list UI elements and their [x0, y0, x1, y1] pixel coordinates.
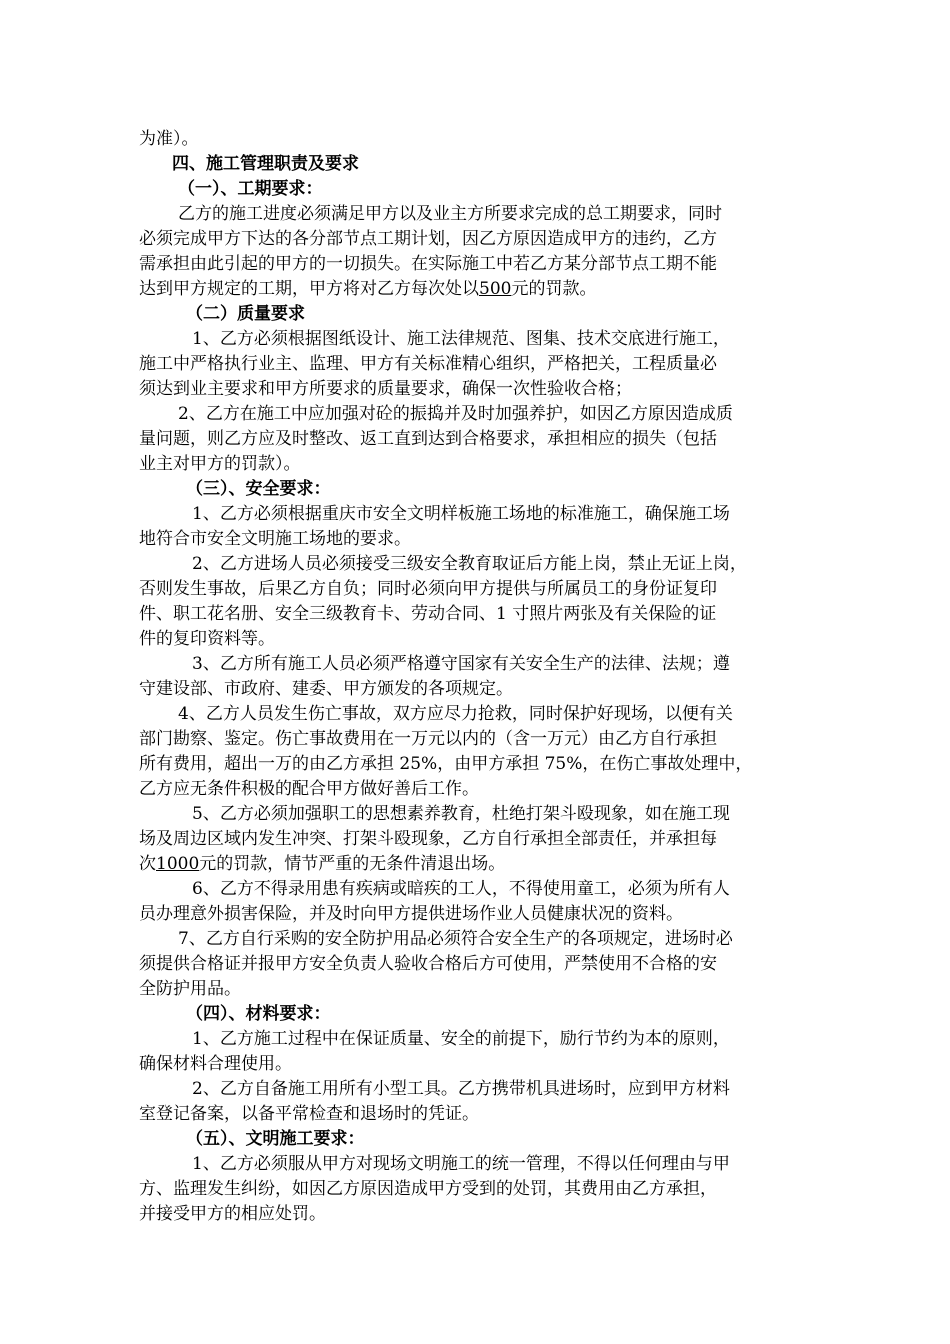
- text-line: 1、乙方必须根据重庆市安全文明样板施工场地的标准施工，确保施工场: [192, 504, 730, 524]
- text-line: 方、监理发生纠纷，如因乙方原因造成甲方受到的处罚，其费用由乙方承担，: [139, 1179, 717, 1199]
- text-line: [139, 852, 505, 876]
- text-line: 4、乙方人员发生伤亡事故，双方应尽力抢救，同时保护好现场，以便有关: [178, 704, 733, 724]
- text-line: 室登记备案，以备平常检查和退场时的凭证。: [139, 1104, 479, 1124]
- text-line: 乙方的施工进度必须满足甲方以及业主方所要求完成的总工期要求，同时: [178, 204, 722, 224]
- text-line: 1、乙方施工过程中在保证质量、安全的前提下，励行节约为本的原则，: [192, 1029, 730, 1049]
- text-line: 部门勘察、鉴定。伤亡事故费用在一万元以内的（含一万元）由乙方自行承担: [139, 729, 717, 749]
- text-line: 须提供合格证并报甲方安全负责人验收合格后方可使用，严禁使用不合格的安: [139, 954, 717, 974]
- text-line: 并接受甲方的相应处罚。: [139, 1204, 326, 1224]
- text-segment: 达到甲方规定的工期，甲方将对乙方每次处以: [139, 279, 479, 299]
- text-line: 为准）。: [139, 129, 199, 149]
- text-line: 1、乙方必须服从甲方对现场文明施工的统一管理，不得以任何理由与甲: [192, 1154, 730, 1174]
- text-line: 必须完成甲方下达的各分部节点工期计划，因乙方原因造成甲方的违约，乙方: [139, 229, 717, 249]
- text-line: 1、乙方必须根据图纸设计、施工法律规范、图集、技术交底进行施工，: [192, 329, 730, 349]
- text-segment: 次: [139, 854, 156, 874]
- subsection-heading: （一）、工期要求：: [178, 179, 323, 199]
- penalty-amount: 1000: [156, 854, 200, 874]
- text-line: 6、乙方不得录用患有疾病或暗疾的工人，不得使用童工，必须为所有人: [192, 879, 730, 899]
- text-line: 量问题，则乙方应及时整改、返工直到达到合格要求，承担相应的损失（包括: [139, 429, 717, 449]
- text-line: 业主对甲方的罚款）。: [139, 454, 301, 474]
- text-line: [139, 277, 596, 301]
- subsection-heading: （四）、材料要求：: [186, 1004, 331, 1024]
- text-line: 3、乙方所有施工人员必须严格遵守国家有关安全生产的法律、法规；遵: [192, 654, 730, 674]
- text-line: 确保材料合理使用。: [139, 1054, 292, 1074]
- text-line: 件的复印资料等。: [139, 629, 275, 649]
- text-line: 7、乙方自行采购的安全防护用品必须符合安全生产的各项规定，进场时必: [178, 929, 733, 949]
- text-line: 5、乙方必须加强职工的思想素养教育，杜绝打架斗殴现象，如在施工现: [192, 804, 730, 824]
- text-line: 2、乙方进场人员必须接受三级安全教育取证后方能上岗，禁止无证上岗，: [192, 554, 747, 574]
- text-line: 员办理意外损害保险，并及时向甲方提供进场作业人员健康状况的资料。: [139, 904, 683, 924]
- penalty-amount: 500: [479, 279, 512, 299]
- subsection-heading: （三）、安全要求：: [186, 479, 331, 499]
- section-heading: 四、施工管理职责及要求: [172, 154, 359, 174]
- text-line: 施工中严格执行业主、监理、甲方有关标准精心组织，严格把关，工程质量必: [139, 354, 717, 374]
- text-segment: 元的罚款，情节严重的无条件清退出场。: [199, 854, 506, 874]
- text-line: 2、乙方自备施工用所有小型工具。乙方携带机具进场时，应到甲方材料: [192, 1079, 730, 1099]
- text-line: 场及周边区域内发生冲突、打架斗殴现象，乙方自行承担全部责任，并承担每: [139, 829, 717, 849]
- text-line: 全防护用品。: [139, 979, 241, 999]
- text-line: 件、职工花名册、安全三级教育卡、劳动合同、1 寸照片两张及有关保险的证: [139, 604, 717, 624]
- text-line: 2、乙方在施工中应加强对砼的振捣并及时加强养护，如因乙方原因造成质: [178, 404, 733, 424]
- text-line: 须达到业主要求和甲方所要求的质量要求，确保一次性验收合格；: [139, 379, 632, 399]
- text-line: 否则发生事故，后果乙方自负；同时必须向甲方提供与所属员工的身份证复印: [139, 579, 717, 599]
- text-line: 地符合市安全文明施工场地的要求。: [139, 529, 411, 549]
- text-line: 需承担由此引起的甲方的一切损失。在实际施工中若乙方某分部节点工期不能: [139, 254, 717, 274]
- text-line: 乙方应无条件积极的配合甲方做好善后工作。: [139, 779, 479, 799]
- text-segment: 元的罚款。: [511, 279, 597, 299]
- subsection-heading: （二）质量要求: [186, 304, 305, 324]
- text-line: 守建设部、市政府、建委、甲方颁发的各项规定。: [139, 679, 513, 699]
- text-line: 所有费用，超出一万的由乙方承担 25%，由甲方承担 75%，在伤亡事故处理中，: [139, 754, 753, 774]
- subsection-heading: （五）、文明施工要求：: [186, 1129, 365, 1149]
